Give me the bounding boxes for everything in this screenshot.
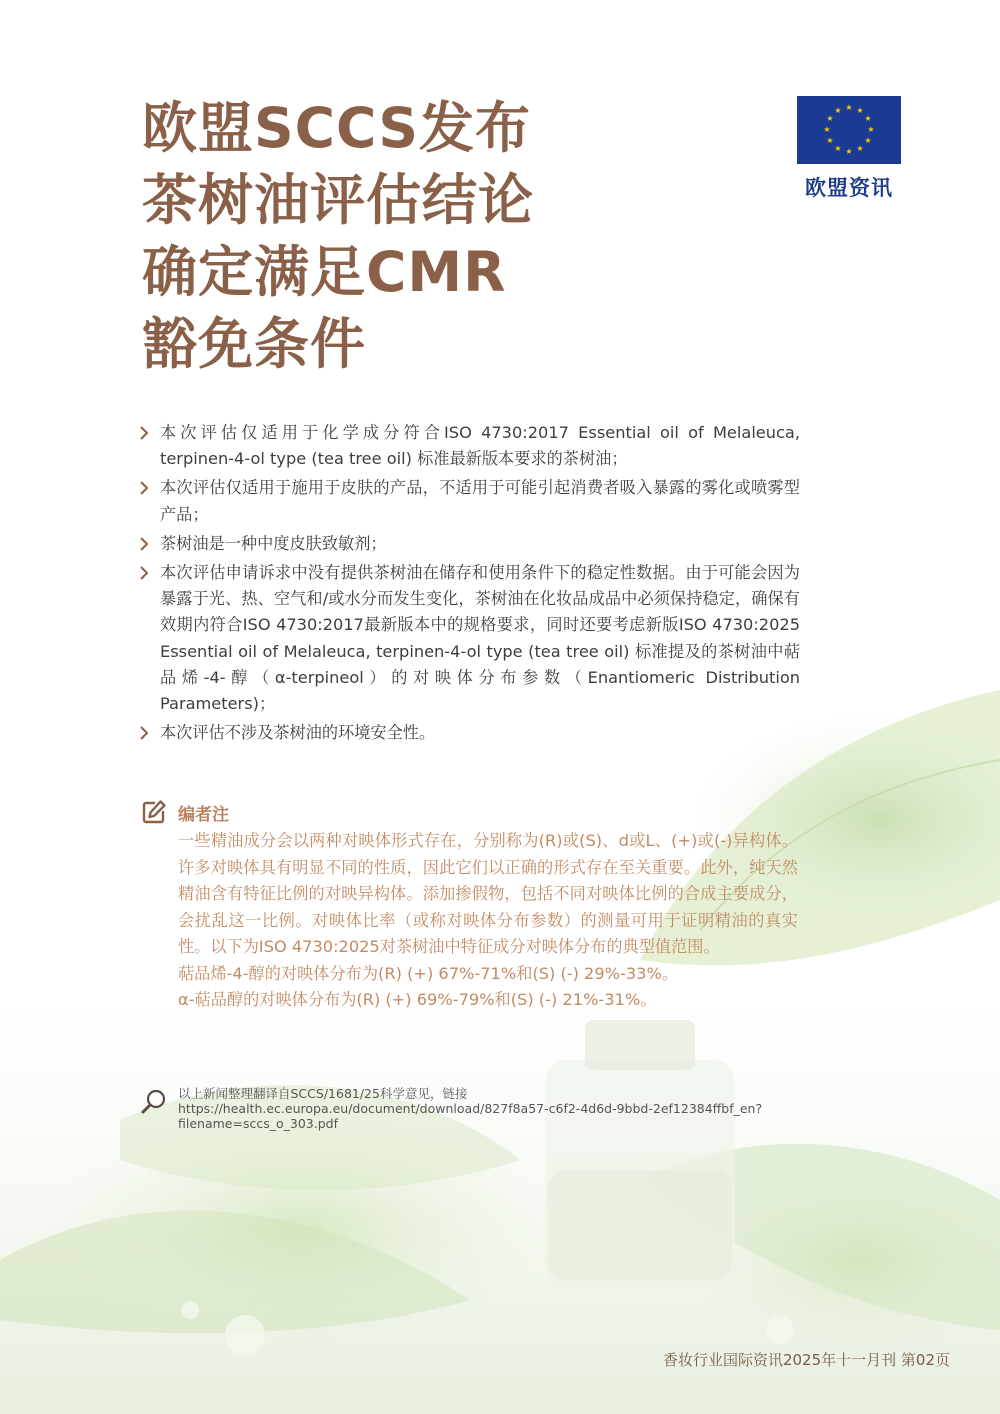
list-item [138,475,800,527]
list-item [138,531,800,557]
eu-flag-icon [797,96,901,164]
source-line: 以上新闻整理翻译自SCCS/1681/25科学意见，链接 [178,1086,468,1101]
source-link[interactable]: https://health.ec.europa.eu/document/download/827f8a57-c6f2-4d6d-9bbd-2ef12384ffbf_en? [178,1101,763,1116]
svg-text:★: ★ [864,114,872,123]
svg-text:★: ★ [845,147,853,156]
list-item-text: 茶树油是一种中度皮肤致敏剂； [160,533,387,553]
editor-note-paragraph: 一些精油成分会以两种对映体形式存在，分别称为(R)或(S)、d或L、(+)或(-)异构体。许多对映体具有明显不同的性质，因此它们以正确的形式存在至关重要。此外，纯天然精油含有特征比例的对映异构体。添加掺假物，包括不同对映体比例的合成主要成分，会扰乱这一比例。对映体比率（或称对映体分布参数）的测量可用于证明精油的真实性。以下为ISO 4730:2025对茶树油中特征成分对映体分布的典型值范围。 [178,831,798,956]
editor-note-body [178,828,798,1014]
source-text [178,1086,798,1131]
page-title [142,92,612,380]
svg-text:★: ★ [826,136,834,145]
svg-text:★: ★ [856,106,864,115]
svg-text:★: ★ [823,125,831,134]
chevron-right-icon [138,480,150,496]
chevron-right-icon [138,725,150,741]
page-footer: 香妆行业国际资讯2025年十一月刊 第02页 [662,1351,950,1369]
source-link[interactable]: filename=sccs_o_303.pdf [178,1116,338,1131]
svg-text:★: ★ [856,144,864,153]
title-line: 豁免条件 [142,312,367,376]
chevron-right-icon [138,536,150,552]
editor-note-heading: 编者注 [178,805,229,825]
list-item [138,560,800,717]
search-icon [140,1088,168,1116]
eu-news-badge [797,96,901,202]
badge-label: 欧盟资讯 [805,176,893,200]
edit-icon [140,798,168,826]
key-points-list [138,420,800,749]
editor-note-paragraph: α-萜品醇的对映体分布为(R) (+) 69%-79%和(S) (-) 21%-31%。 [178,990,657,1009]
svg-text:★: ★ [845,103,853,112]
svg-text:★: ★ [834,106,842,115]
title-line: 确定满足CMR [142,240,507,304]
svg-text:★: ★ [834,144,842,153]
list-item [138,420,800,472]
list-item-text: 本次评估申请诉求中没有提供茶树油在储存和使用条件下的稳定性数据。由于可能会因为暴露于光、热、空气和/或水分而发生变化，茶树油在化妆品成品中必须保持稳定，确保有效期内符合ISO 4730:2017最新版本中的规格要求，同时还要考虑新版ISO 4730:2025 Essential oil of Melaleuca, terpinen-4-ol type (tea tree oil) 标准提及的茶树油中萜品烯-4-醇（α-terpineol）的对映体分布参数（Enantiomeric Distribution Parameters)； [160,563,800,714]
svg-text:★: ★ [867,125,875,134]
list-item-text: 本次评估不涉及茶树油的环境安全性。 [160,723,436,743]
list-item-text: 本次评估仅适用于化学成分符合ISO 4730:2017 Essential oil of Melaleuca, terpinen-4-ol type (tea tree oil) 标准最新版本要求的茶树油； [160,423,800,469]
chevron-right-icon [138,425,150,441]
chevron-right-icon [138,565,150,581]
svg-text:★: ★ [864,136,872,145]
title-line: 欧盟SCCS发布 [142,96,531,160]
list-item [138,720,800,746]
editor-note-paragraph: 萜品烯-4-醇的对映体分布为(R) (+) 67%-71%和(S) (-) 29%-33%。 [178,963,679,983]
title-line: 茶树油评估结论 [142,168,535,232]
list-item-text: 本次评估仅适用于施用于皮肤的产品，不适用于可能引起消费者吸入暴露的雾化或喷雾型产品； [160,478,800,524]
svg-text:★: ★ [826,114,834,123]
